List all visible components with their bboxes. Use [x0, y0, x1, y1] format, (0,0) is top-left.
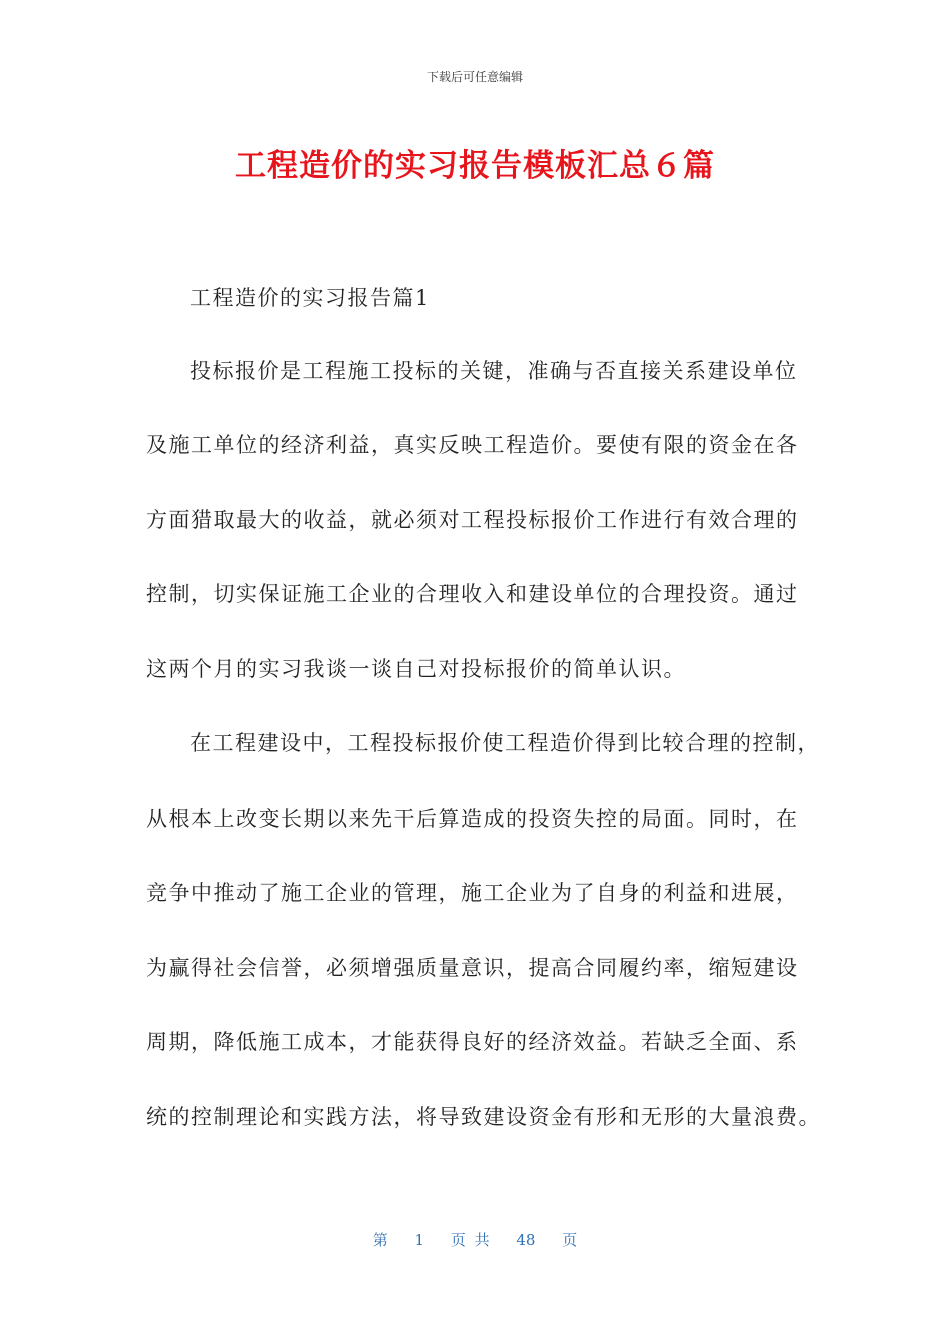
paragraph-line: 及施工单位的经济利益，真实反映工程造价。要使有限的资金在各 — [146, 433, 799, 457]
paragraph-line: 从根本上改变长期以来先干后算造成的投资失控的局面。同时，在 — [146, 807, 799, 831]
paragraph-line: 为赢得社会信誉，必须增强质量意识，提高合同履约率，缩短建设 — [146, 956, 799, 980]
paragraph-line: 方面猎取最大的收益，就必须对工程投标报价工作进行有效合理的 — [146, 508, 799, 532]
footer-ye: 页 — [562, 1231, 578, 1249]
paragraph-line: 投标报价是工程施工投标的关键，准确与否直接关系建设单位 — [190, 359, 798, 383]
paragraph-line: 这两个月的实习我谈一谈自己对投标报价的简单认识。 — [146, 657, 686, 681]
page-footer — [0, 1229, 950, 1250]
footer-ye-gong: 页 共 — [450, 1231, 490, 1249]
paragraph-line: 在工程建设中，工程投标报价使工程造价得到比较合理的控制， — [190, 731, 820, 755]
document-title: 工程造价的实习报告模板汇总６篇 — [235, 148, 715, 184]
footer-di: 第 — [372, 1231, 388, 1249]
footer-total-pages: 48 — [516, 1231, 536, 1249]
paragraph-line: 控制，切实保证施工企业的合理收入和建设单位的合理投资。通过 — [146, 582, 799, 606]
paragraph-line: 竞争中推动了施工企业的管理，施工企业为了自身的利益和进展， — [146, 881, 799, 905]
paragraph-line: 统的控制理论和实践方法，将导致建设资金有形和无形的大量浪费。 — [146, 1105, 821, 1129]
section-heading: 工程造价的实习报告篇1 — [190, 286, 430, 310]
header-note: 下载后可任意编辑 — [426, 70, 523, 84]
paragraph-line: 周期，降低施工成本，才能获得良好的经济效益。若缺乏全面、系 — [146, 1030, 799, 1054]
footer-page-number: 1 — [414, 1231, 425, 1249]
